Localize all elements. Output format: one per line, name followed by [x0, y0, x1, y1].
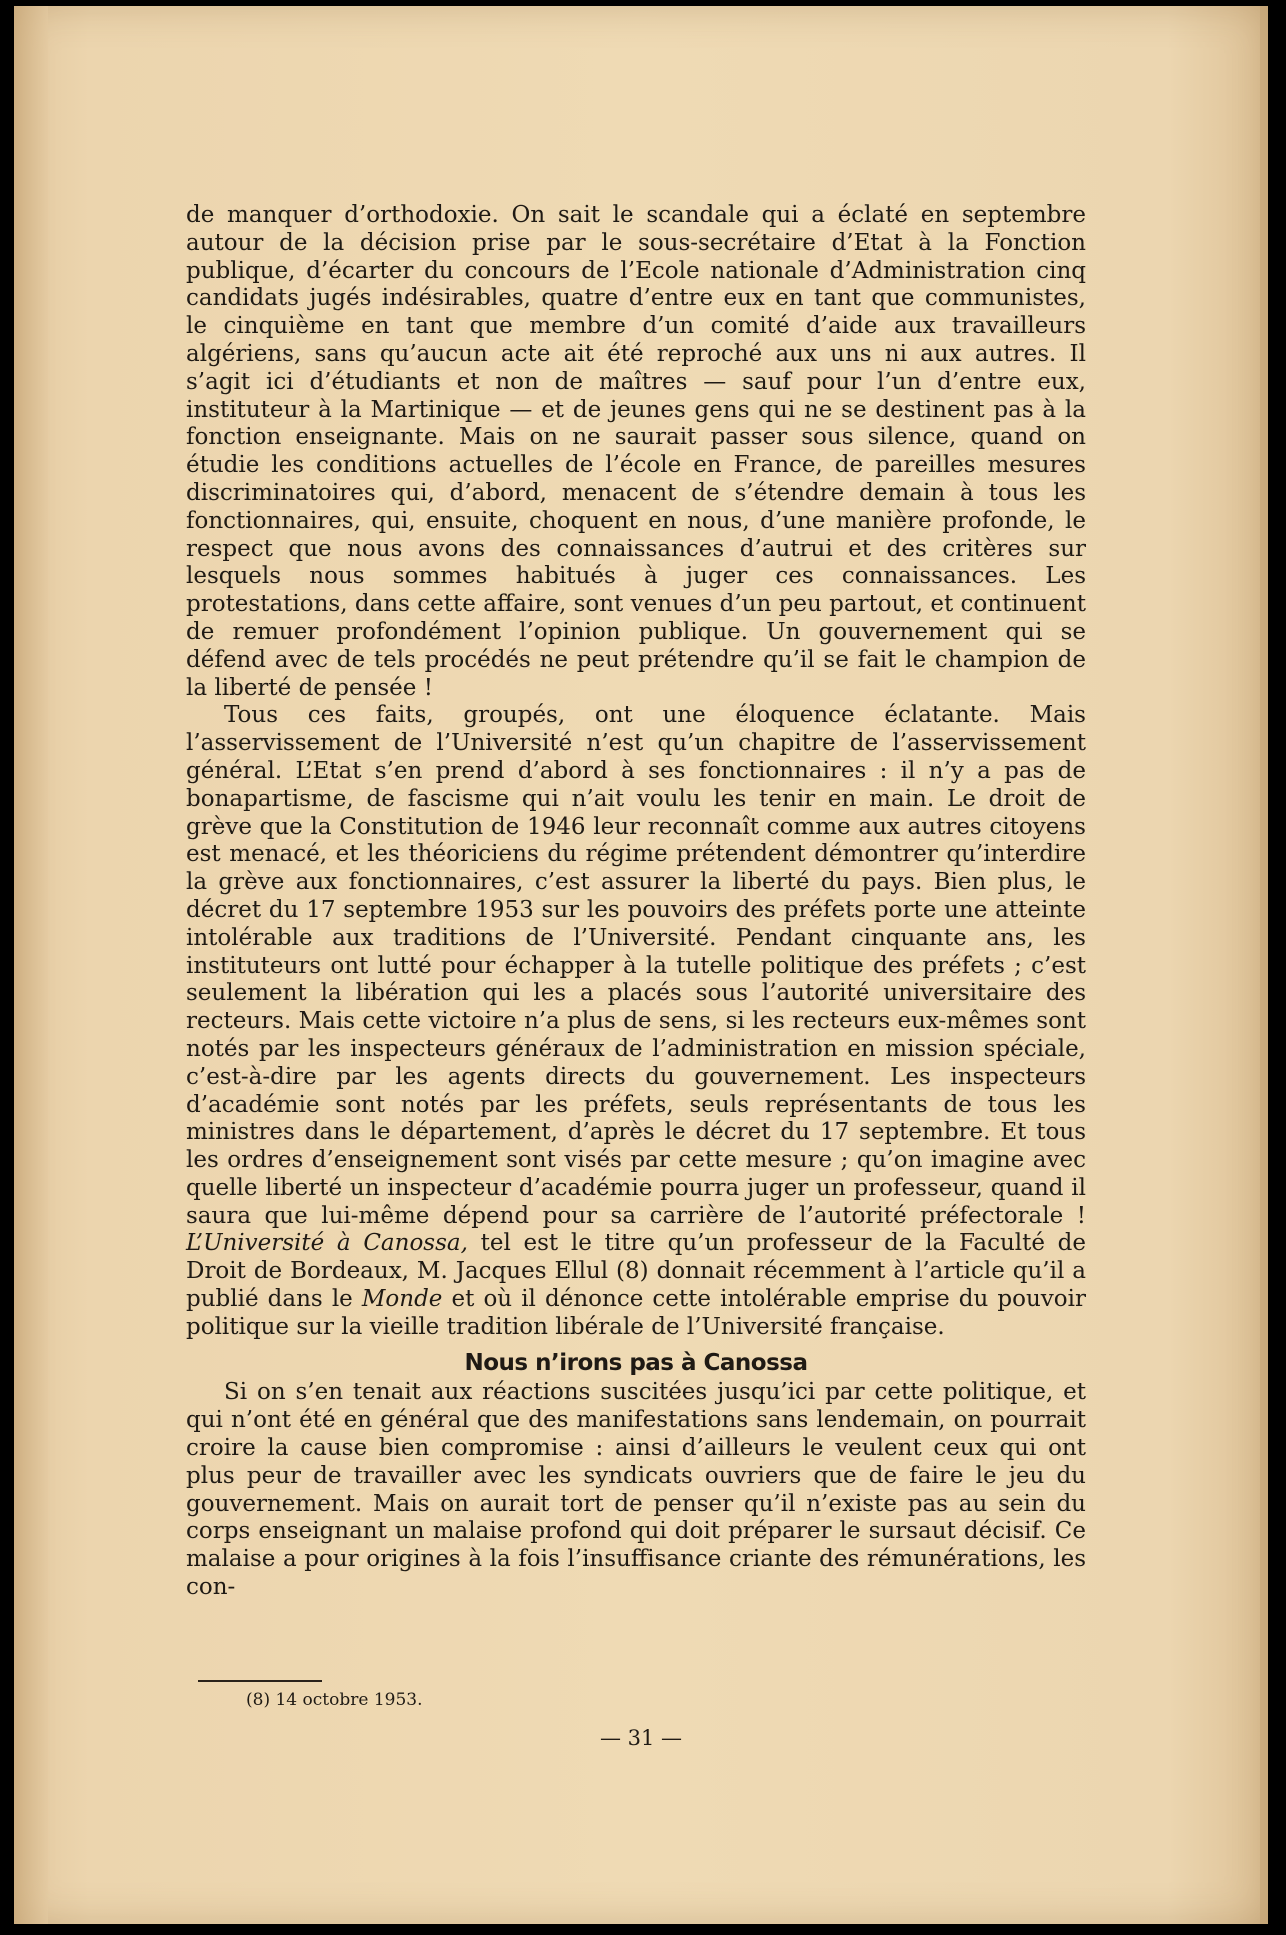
italic-title: Monde	[361, 1286, 443, 1313]
page-number: — 31 —	[599, 1726, 683, 1750]
page-edge	[1260, 6, 1268, 1924]
footnote-rule	[198, 1680, 322, 1682]
body-text	[186, 202, 1086, 1602]
text-run: Tous ces faits, groupés, ont une éloquence éclatante. Mais l’asservissement de l’Université n’est qu’un chapitre de l’asservissement général. L’Etat s’en prend d’abord à ses fonctionnaires : il n’y a pas de bonapartisme, de fascisme qui n’ait voulu les tenir en main. Le droit de grève que la Constitution de 1946 leur reconnaît comme aux autres citoyens est menacé, et les théoriciens du régime prétendent démontrer qu’interdire la grève aux fonctionnaires, c’est assurer la liberté du pays. Bien plus, le décret du 17 septembre 1953 sur les pouvoirs des préfets porte une atteinte intolérable aux traditions de l’Université. Pendant cinquante ans, les instituteurs ont lutté pour échapper à la tutelle politique des préfets ; c’est seulement la libération qui les a placés sous l’autorité universitaire des recteurs. Mais cette victoire n’a plus de sens, si les recteurs eux-mêmes sont notés par les inspecteurs généraux de l’administration en mission spéciale, c’est-à-dire par les agents directs du gouvernement. Les inspecteurs d’académie sont notés par les préfets, seuls représentants de tous les ministres dans le département, d’après le décret du 17 septembre. Et tous les ordres d’enseignement sont visés par cette mesure ; qu’on imagine avec quelle liberté un inspecteur d’académie pourra juger un professeur, quand il saura que lui-même dépend pour sa carrière de l’autorité préfectorale !	[186, 702, 1086, 1229]
footnote: (8) 14 octobre 1953.	[246, 1690, 423, 1710]
section-heading: Nous n’irons pas à Canossa	[464, 1349, 808, 1376]
paragraph-3: Si on s’en tenait aux réactions suscitées jusqu’ici par cette politique, et qui n’ont été en général que des manifestations sans lendemain, on pourrait croire la cause bien compromise : ainsi d’ailleurs le veulent ceux qui ont plus peur de travailler avec les syndicats ouvriers que de faire le jeu du gouvernement. Mais on aurait tort de penser qu’il n’existe pas au sein du corps enseignant un malaise profond qui doit préparer le sursaut décisif. Ce malaise a pour origines à la fois l’insuffisance criante des rémunérations, les con-	[186, 1379, 1086, 1601]
text-run: et où il dénonce cette intolérable emprise du pouvoir politique sur la vieille tradition libérale de l’Université française.	[186, 1286, 1086, 1340]
text-run: tel est le titre qu’un professeur de la Faculté de Droit de Bordeaux, M. Jacques Ellul (8) donnait récemment à l’article qu’il a publié dans le	[186, 1230, 1086, 1313]
italic-title: L’Université à Canossa,	[186, 1230, 468, 1257]
text-run: de manquer d’orthodoxie. On sait le scandale qui a éclaté en septembre autour de la décision prise par le sous-secrétaire d’Etat à la Fonction publique, d’écarter du concours de l’Ecole nationale d’Administration cinq candidats jugés indésirables, quatre d’entre eux en tant que communistes, le cinquième en tant que membre d’un comité d’aide aux travailleurs algériens, sans qu’aucun acte ait été reproché aux uns ni aux autres. Il s’agit ici d’étudiants et non de maîtres — sauf pour l’un d’entre eux, instituteur à la Martinique — et de jeunes gens qui ne se destinent pas à la fonction enseignante. Mais on ne saurait passer sous silence, quand on étudie les conditions actuelles de l’école en France, de pareilles mesures discriminatoires qui, d’abord, menacent de s’étendre demain à tous les fonctionnaires, qui, ensuite, choquent en nous, d’une manière profonde, le respect que nous avons des connaissances d’autrui et des critères sur lesquels nous sommes habitués à juger ces connaissances. Les protestations, dans cette affaire, sont venues d’un peu partout, et continuent de remuer profondément l’opinion publique. Un gouvernement qui se défend avec de tels procédés ne peut prétendre qu’il se fait le champion de la liberté de pensée !	[186, 202, 1086, 701]
paragraph-1	[186, 202, 1086, 702]
book-page	[14, 6, 1268, 1924]
paragraph-2	[186, 702, 1086, 1341]
page-spine-shadow	[14, 6, 48, 1924]
